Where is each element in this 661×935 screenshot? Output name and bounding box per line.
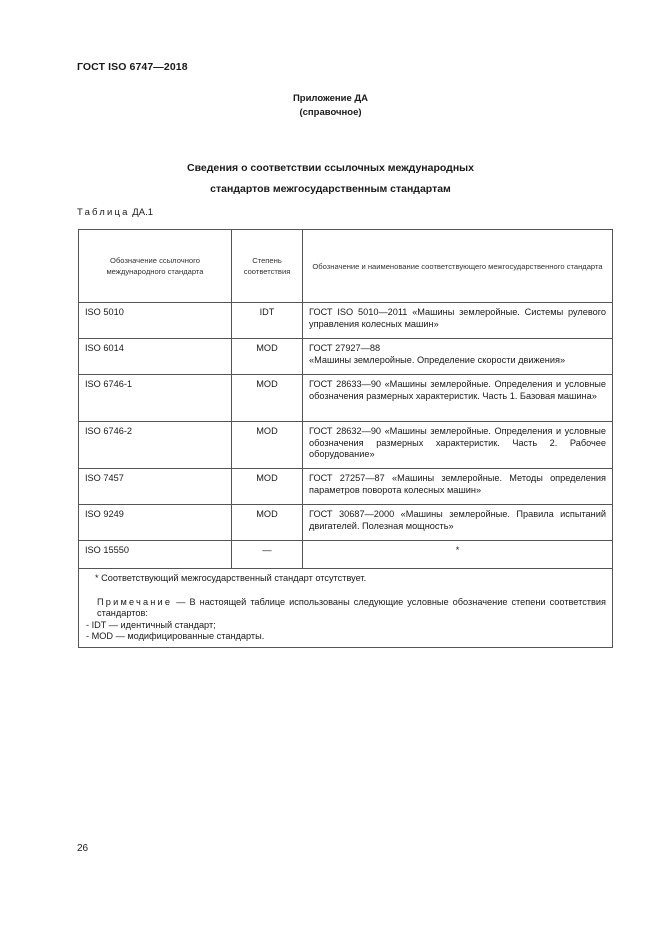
- table-row: [79, 541, 613, 569]
- note-text: — В настоящей таблице использованы следующие условные обозначение степени соответствия стандартов:: [97, 596, 606, 618]
- correspondence-table: [78, 229, 613, 648]
- table-notes-row: [79, 569, 613, 648]
- standard-code-cell: ISO 9249: [79, 505, 232, 541]
- interstate-standard-cell: *: [303, 541, 613, 569]
- section-heading: [120, 158, 541, 200]
- degree-cell: MOD: [232, 505, 303, 541]
- table-row: [79, 422, 613, 469]
- table-row: [79, 469, 613, 505]
- table-row: [79, 375, 613, 422]
- table-caption: [77, 207, 153, 218]
- document-header: ГОСТ ISO 6747—2018: [77, 61, 188, 73]
- standard-code-cell: ISO 6746-1: [79, 375, 232, 422]
- table-row: [79, 505, 613, 541]
- table-caption-id: ДА.1: [132, 207, 153, 218]
- interstate-standard-cell: ГОСТ 30687—2000 «Машины землеройные. Правила испытаний двигателей. Полезная мощность»: [303, 505, 613, 541]
- table-header-row: [79, 230, 613, 303]
- degree-cell: MOD: [232, 375, 303, 422]
- degree-cell: MOD: [232, 422, 303, 469]
- annex-subtitle: (справочное): [299, 107, 362, 118]
- annex-title: [0, 92, 661, 120]
- degree-cell: MOD: [232, 469, 303, 505]
- standard-code-cell: ISO 5010: [79, 303, 232, 339]
- section-heading-line-1: Сведения о соответствии ссылочных международных: [187, 162, 474, 174]
- table-note: [85, 597, 606, 620]
- table-row: [79, 303, 613, 339]
- table-footnote: * Соответствующий межгосударственный стандарт отсутствует.: [95, 573, 367, 583]
- interstate-standard-code: ГОСТ 27927—88: [309, 343, 381, 353]
- table-notes: [79, 569, 613, 648]
- note-item: - MOD — модифицированные стандарты.: [86, 631, 265, 641]
- annex-name: Приложение ДА: [292, 93, 369, 104]
- degree-cell: —: [232, 541, 303, 569]
- interstate-standard-cell: ГОСТ 28633—90 «Машины землеройные. Определения и условные обозначения размерных характеристик. Часть 1. Базовая машина»: [303, 375, 613, 422]
- standard-code-cell: ISO 15550: [79, 541, 232, 569]
- column-header-interstate-standard: Обозначение и наименование соответствующего межгосударственного стандарта: [303, 230, 613, 303]
- degree-cell: MOD: [232, 339, 303, 375]
- interstate-standard-cell: ГОСТ ISO 5010—2011 «Машины землеройные. Системы рулевого управления колесных машин»: [303, 303, 613, 339]
- column-header-international-standard: Обозначение ссылочного международного стандарта: [79, 230, 232, 303]
- section-heading-line-2: стандартов межгосударственным стандартам: [210, 183, 451, 195]
- table-caption-prefix: Таблица: [77, 207, 130, 218]
- interstate-standard-cell: ГОСТ 28632—90 «Машины землеройные. Определения и условные обозначения размерных характеристик. Часть 2. Рабочее оборудование»: [303, 422, 613, 469]
- note-label: Примечание: [97, 596, 173, 607]
- standard-code-cell: ISO 6014: [79, 339, 232, 375]
- note-item: - IDT — идентичный стандарт;: [86, 619, 216, 630]
- column-header-degree: Степень соответствия: [232, 230, 303, 303]
- page-number: 26: [77, 843, 89, 854]
- standard-code-cell: ISO 6746-2: [79, 422, 232, 469]
- degree-cell: IDT: [232, 303, 303, 339]
- standard-code-cell: ISO 7457: [79, 469, 232, 505]
- interstate-standard-cell: ГОСТ 27257—87 «Машины землеройные. Методы определения параметров поворота колесных машин»: [303, 469, 613, 505]
- interstate-standard-cell: [303, 339, 613, 375]
- table-row: [79, 339, 613, 375]
- interstate-standard-title: «Машины землеройные. Определение скорости движения»: [309, 354, 566, 365]
